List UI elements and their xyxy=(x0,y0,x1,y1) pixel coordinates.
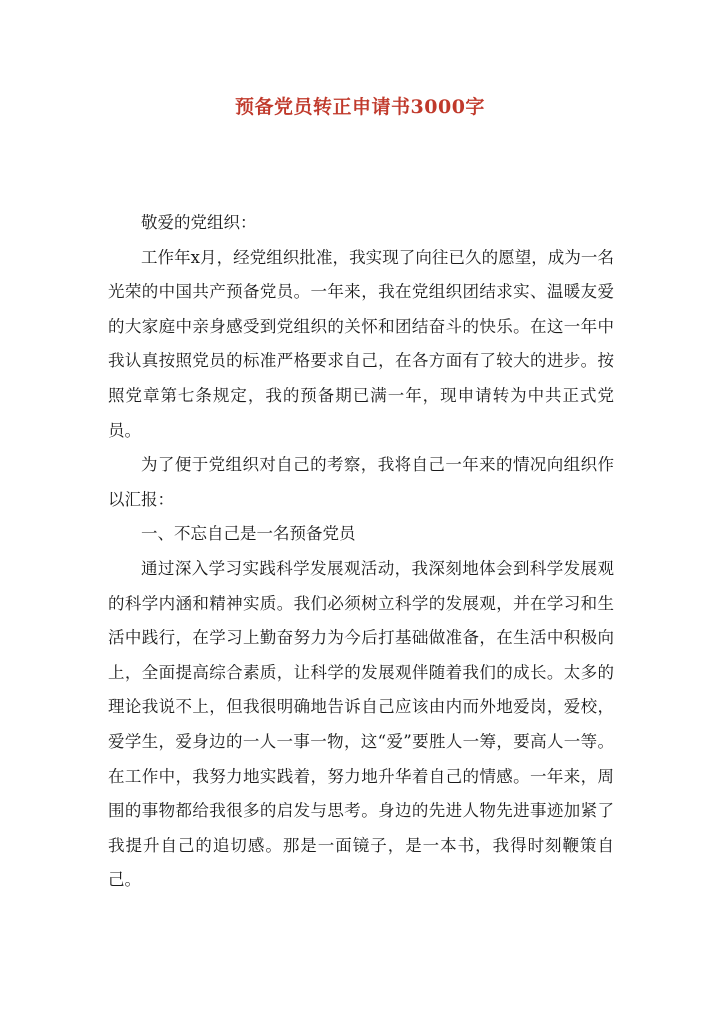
paragraph-1: 工作年x月，经党组织批准，我实现了向往已久的愿望，成为一名光荣的中国共产预备党员。一年来，我在党组织团结求实、温暖友爱的大家庭中亲身感受到党组织的关怀和团结奋斗的快乐。在这一年中我认真按照党员的标准严格要求自己，在各方面有了较大的进步。按照党章第七条规定，我的预备期已满一年，现申请转为中共正式党员。 xyxy=(108,247,614,440)
document-body xyxy=(108,206,614,898)
salutation: 敬爱的党组织： xyxy=(141,213,257,232)
paragraph-3: 通过深入学习实践科学发展观活动，我深刻地体会到科学发展观的科学内涵和精神实质。我们必须树立科学的发展观，并在学习和生活中践行，在学习上勤奋努力为今后打基础做准备，在生活中积极向上，全面提高综合素质，让科学的发展观伴随着我们的成长。太多的理论我说不上，但我很明确地告诉自己应该由内而外地爱岗，爱校，爱学生，爱身边的一人一事一物，这“爱”要胜人一筹，要高人一等。在工作中，我努力地实践着，努力地升华着自己的情感。一年来，周围的事物都给我很多的启发与思考。身边的先进人物先进事迹加紧了我提升自己的追切感。那是一面镜子，是一本书，我得时刻鞭策自己。 xyxy=(108,558,614,890)
section-heading-1: 一、不忘自己是一名预备党员 xyxy=(141,524,356,544)
paragraph-2: 为了便于党组织对自己的考察，我将自己一年来的情况向组织作以汇报： xyxy=(108,455,614,509)
document-title: 预备党员转正申请书3000字 xyxy=(235,96,485,118)
